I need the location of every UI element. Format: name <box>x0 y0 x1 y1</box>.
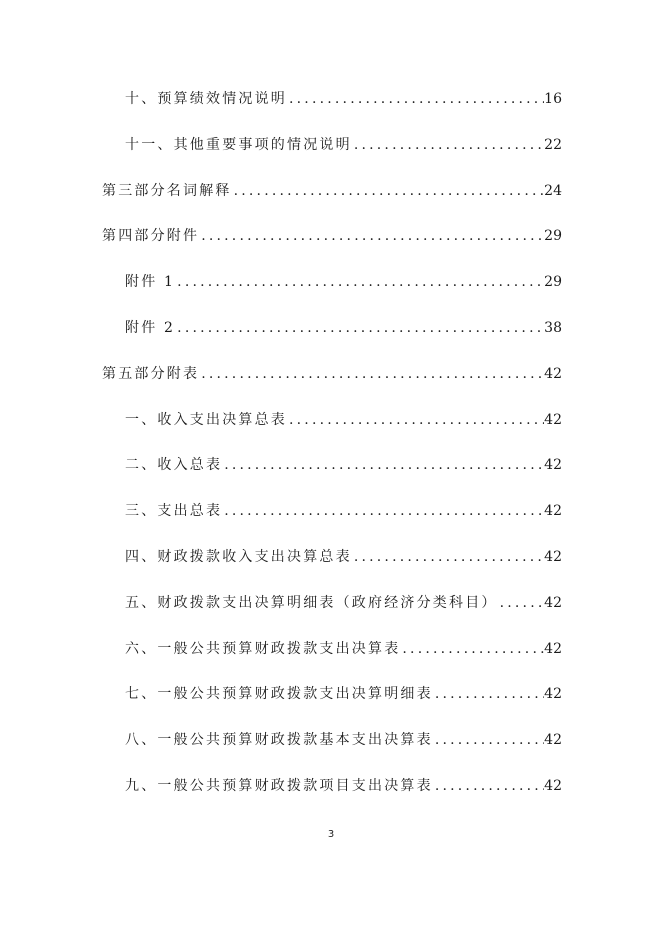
toc-leader-dots <box>433 771 544 801</box>
toc-entry-page: 42 <box>544 411 562 428</box>
toc-entry[interactable] <box>102 405 562 451</box>
toc-entry-page: 42 <box>544 732 562 749</box>
toc-entry[interactable] <box>102 725 562 771</box>
toc-entry[interactable] <box>102 176 562 222</box>
toc-entry-page: 24 <box>544 182 562 199</box>
table-of-contents <box>102 84 562 817</box>
toc-entry-label: 第四部分附件 <box>102 228 200 245</box>
toc-entry[interactable] <box>102 221 562 267</box>
toc-leader-dots <box>222 450 544 480</box>
toc-entry-page: 42 <box>544 594 562 611</box>
toc-entry-page: 42 <box>544 365 562 382</box>
toc-leader-dots <box>400 634 544 664</box>
toc-leader-dots <box>287 84 544 114</box>
toc-entry[interactable] <box>102 130 562 176</box>
toc-leader-dots <box>175 313 544 343</box>
toc-entry[interactable] <box>102 679 562 725</box>
toc-leader-dots <box>232 176 545 206</box>
toc-leader-dots <box>222 496 544 526</box>
toc-entry-page: 42 <box>544 503 562 520</box>
toc-entry-page: 42 <box>544 457 562 474</box>
toc-entry[interactable] <box>102 313 562 359</box>
toc-entry-label: 五、财政拨款支出决算明细表（政府经济分类科目） <box>125 594 498 611</box>
toc-entry-label: 二、收入总表 <box>125 457 223 474</box>
toc-entry-label: 七、一般公共预算财政拨款支出决算明细表 <box>125 686 433 703</box>
toc-entry-page: 29 <box>544 274 562 291</box>
toc-entry-page: 42 <box>544 640 562 657</box>
toc-leader-dots <box>175 267 544 297</box>
toc-leader-dots <box>352 542 544 572</box>
toc-entry[interactable] <box>102 634 562 680</box>
toc-entry-label: 八、一般公共预算财政拨款基本支出决算表 <box>125 732 433 749</box>
toc-entry-page: 22 <box>544 136 562 153</box>
toc-entry-label: 四、财政拨款收入支出决算总表 <box>125 548 352 565</box>
toc-leader-dots <box>498 588 545 618</box>
toc-entry-label: 十、预算绩效情况说明 <box>125 91 287 107</box>
toc-entry[interactable] <box>102 496 562 542</box>
toc-entry-label: 十一、其他重要事项的情况说明 <box>125 136 352 153</box>
toc-entry-page: 42 <box>544 777 562 794</box>
toc-entry[interactable] <box>102 588 562 634</box>
toc-entry-label: 一、收入支出决算总表 <box>125 411 287 428</box>
toc-entry[interactable] <box>102 771 562 817</box>
toc-entry[interactable] <box>102 542 562 588</box>
toc-leader-dots <box>433 679 544 709</box>
toc-entry[interactable] <box>102 450 562 496</box>
toc-entry[interactable] <box>102 84 562 130</box>
toc-entry[interactable] <box>102 267 562 313</box>
toc-leader-dots <box>352 130 544 160</box>
toc-entry-label: 第三部分名词解释 <box>102 182 232 199</box>
page-number: 3 <box>327 829 335 840</box>
toc-leader-dots <box>433 725 544 755</box>
toc-leader-dots <box>199 359 544 389</box>
toc-leader-dots <box>287 405 544 435</box>
toc-entry-label: 三、支出总表 <box>125 503 223 520</box>
toc-entry-label: 附件 1 <box>125 274 176 291</box>
toc-entry-page: 29 <box>544 228 562 245</box>
toc-entry-page: 42 <box>544 548 562 565</box>
toc-leader-dots <box>199 221 544 251</box>
toc-entry-page: 16 <box>544 91 562 107</box>
toc-entry-page: 38 <box>544 319 562 336</box>
toc-entry-label: 九、一般公共预算财政拨款项目支出决算表 <box>125 777 433 794</box>
toc-entry-page: 42 <box>544 686 562 703</box>
toc-entry-label: 六、一般公共预算财政拨款支出决算表 <box>125 640 401 657</box>
toc-entry-label: 第五部分附表 <box>102 365 200 382</box>
toc-entry-label: 附件 2 <box>125 319 176 336</box>
toc-entry[interactable] <box>102 359 562 405</box>
